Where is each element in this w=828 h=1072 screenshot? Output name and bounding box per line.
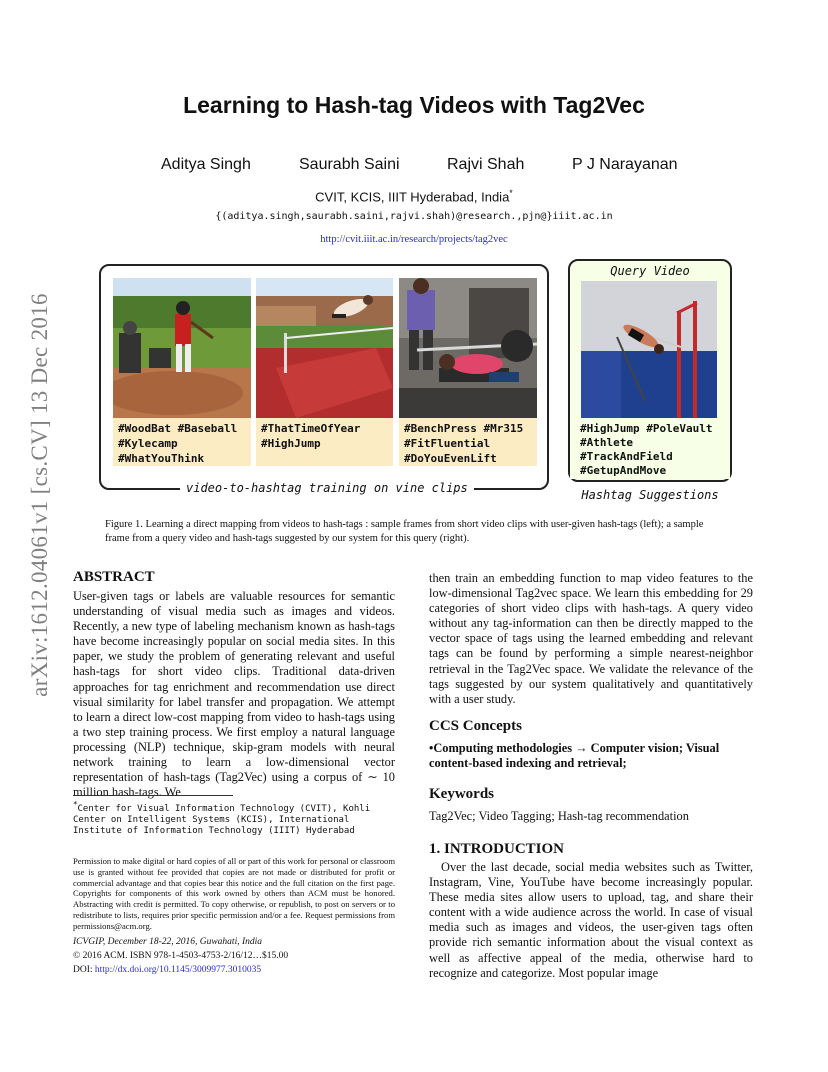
pole-vault-frame-image	[581, 281, 717, 418]
arxiv-stamp: arXiv:1612.04061v1 [cs.CV] 13 Dec 2016	[27, 293, 52, 697]
footnote-text: Center for Visual Information Technology (CVIT), Kohli Center on Intelligent Systems (KCIS), International Institute of Information Technology (IIIT) Hyderabad	[73, 804, 371, 836]
suggestions-label	[568, 488, 732, 502]
project-url-link[interactable]: http://cvit.iiit.ac.in/research/projects/tag2vec	[320, 234, 508, 245]
figure-caption: Figure 1. Learning a direct mapping from videos to hash-tags : sample frames from short video clips with user-given hash-tags (left); a sample frame from a query video and hash-tags suggested by our system for this query (right).	[105, 519, 704, 544]
permission-notice: Permission to make digital or hard copies of all or part of this work for personal or classroom use is granted without fee provided that copies are not made or distributed for profit or commercial advantage and that copies bear this notice and the full citation on the first page. Copyrights for components of this work owned by others than ACM must be honored. Abstracting with credit is permitted. To copy otherwise, or republish, to post on servers or to redistribute to lists, requires prior specific permission and/or a fee. Request permissions from permissions@acm.org.	[73, 856, 395, 931]
ccs-heading: CCS Concepts	[429, 718, 522, 734]
affiliation-mark: *	[509, 188, 513, 198]
doi-line	[73, 965, 261, 975]
hashtag-line: #HighJump #PoleVault	[580, 422, 713, 435]
hashtag-line: #GetupAndMove	[580, 464, 667, 477]
footnote	[73, 799, 395, 837]
high-jump-frame-image	[256, 278, 393, 418]
author-emails: {(aditya.singh,saurabh.saini,rajvi.shah)@research.,pjn@}iiit.ac.in	[215, 211, 613, 222]
hashtag-line: #WhatYouThink	[118, 452, 205, 465]
left-column	[73, 569, 395, 800]
hashtag-line: #TrackAndField	[580, 450, 673, 463]
introduction-section	[429, 841, 753, 981]
abstract-heading: ABSTRACT	[73, 569, 155, 585]
ccs-section	[429, 718, 753, 771]
copyright-line: © 2016 ACM. ISBN 978-1-4503-4753-2/16/12…$15.00	[73, 951, 289, 961]
clip-hashtags	[399, 418, 537, 466]
abstract-continued: then train an embedding function to map video features to the low-dimensional Tag2vec space. We learn this embedding for 29 categories of short video clips with hash-tags. A query video without any tag-information can then be directly mapped to the vector space of tags using the learned embedding and relevant tags can be found by performing a simple nearest-neighbor retrieval in the Tag2Vec space. We validate the relevance of the tags suggested by our system qualitatively and quantitatively with a user study.	[429, 571, 753, 706]
author-name: Saurabh Saini	[299, 156, 400, 173]
query-label	[568, 264, 732, 278]
training-label	[180, 481, 474, 495]
clip-hashtags	[113, 418, 251, 466]
hashtag-line: #Athlete	[580, 436, 633, 449]
hashtag-line: #DoYouEvenLift	[404, 452, 497, 465]
hashtag-line: #BenchPress #Mr315	[404, 422, 524, 435]
hashtag-line: #FitFluential	[404, 437, 491, 450]
author-name: P J Narayanan	[572, 156, 678, 173]
keywords-heading: Keywords	[429, 786, 494, 802]
suggested-hashtags	[570, 419, 730, 479]
baseball-frame-image	[113, 278, 251, 418]
author-name: Rajvi Shah	[447, 156, 525, 173]
keywords-text: Tag2Vec; Video Tagging; Hash-tag recommendation	[429, 809, 689, 823]
hashtag-line: #Kylecamp	[118, 437, 178, 450]
doi-link[interactable]: http://dx.doi.org/10.1145/3009977.3010035	[94, 965, 262, 975]
query-label-text: Query Video	[610, 264, 690, 278]
introduction-heading: 1. INTRODUCTION	[429, 841, 565, 857]
hashtag-line: #ThatTimeOfYear	[261, 422, 361, 435]
abstract-text: User-given tags or labels are valuable resources for semantic understanding of visual media such as images and videos. Recently, a new type of labeling mechanism known as hash-tags have become increasingly popular on social media sites. In this paper, we study the problem of generating relevant and useful hash-tags for short video clips. Traditional data-driven approaches for tag enrichment and recommendation use direct visual similarity for label transfer and propagation. We attempt to learn a direct low-cost mapping from video to hash-tags using a two step training process. We first employ a natural language processing (NLP) technique, skip-gram models with neural network training to learn a low-dimensional vector representation of hash-tags (Tag2Vec) using a corpus of ∼ 10 million hash-tags. We	[73, 589, 395, 800]
conference-line: ICVGIP, December 18-22, 2016, Guwahati, India	[73, 937, 263, 947]
suggestions-label-text: Hashtag Suggestions	[581, 488, 719, 502]
footnote-rule	[73, 795, 233, 796]
introduction-text: Over the last decade, social media websites such as Twitter, Instagram, Vine, YouTube have become increasingly popular. These media sites allow users to upload, tag, and share their content with a wide audience across the world. In case of visual media such as images and videos, the user-given tags often provide rich semantic information about the visual context as well as affective appeal of the media, otherwise hard to recognize and categorize. Most popular image	[429, 860, 753, 980]
doi-label: DOI:	[73, 965, 93, 975]
bench-press-frame-image	[399, 278, 537, 418]
training-label-text: video-to-hashtag training on vine clips	[186, 481, 468, 495]
hashtag-line: #WoodBat #Baseball	[118, 422, 238, 435]
clip-hashtags	[256, 418, 393, 466]
right-column	[429, 571, 753, 707]
affiliation	[0, 188, 828, 204]
hashtag-line: #HighJump	[261, 437, 321, 450]
author-name: Aditya Singh	[161, 156, 251, 173]
footnote-mark: *	[73, 800, 78, 809]
ccs-text: •Computing methodologies → Computer vision; Visual content-based indexing and retrieval;	[429, 741, 720, 771]
affiliation-text: CVIT, KCIS, IIIT Hyderabad, India	[315, 189, 510, 205]
paper-title: Learning to Hash-tag Videos with Tag2Vec	[183, 92, 645, 118]
keywords-section	[429, 786, 753, 824]
